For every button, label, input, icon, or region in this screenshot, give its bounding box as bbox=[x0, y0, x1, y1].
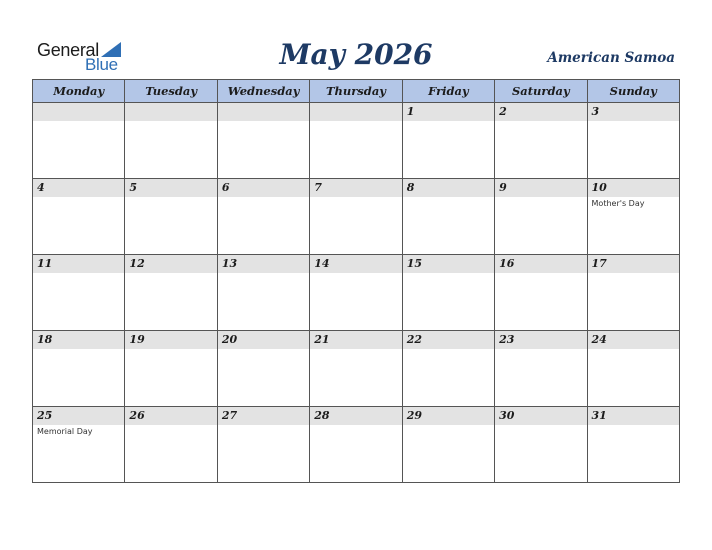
logo-text-general: General bbox=[37, 40, 99, 60]
day-number-band bbox=[218, 103, 309, 121]
day-number-band bbox=[310, 331, 401, 349]
day-number-band bbox=[33, 407, 124, 425]
day-number-band bbox=[495, 179, 586, 197]
day-number-band bbox=[495, 407, 586, 425]
day-number: 27 bbox=[221, 409, 238, 422]
day-number: 5 bbox=[129, 181, 138, 194]
day-cell[interactable] bbox=[217, 407, 309, 483]
day-number-band bbox=[125, 255, 216, 273]
day-cell[interactable] bbox=[217, 331, 309, 407]
day-number-band bbox=[495, 103, 586, 121]
day-number: 22 bbox=[406, 333, 422, 346]
day-cell[interactable] bbox=[33, 103, 125, 179]
day-number: 25 bbox=[37, 409, 53, 422]
day-cell[interactable] bbox=[402, 179, 494, 255]
day-number: 15 bbox=[406, 257, 422, 270]
day-number-band bbox=[33, 331, 124, 349]
day-number-band bbox=[310, 103, 401, 121]
day-number-band bbox=[310, 407, 401, 425]
day-number-band bbox=[588, 331, 679, 349]
week-row bbox=[33, 179, 680, 255]
day-cell[interactable] bbox=[495, 103, 587, 179]
day-cell[interactable] bbox=[33, 255, 125, 331]
day-number: 11 bbox=[37, 257, 53, 270]
day-number: 30 bbox=[499, 409, 515, 422]
day-number: 29 bbox=[406, 409, 422, 422]
day-number: 12 bbox=[129, 257, 145, 270]
day-cell[interactable] bbox=[587, 255, 679, 331]
day-number: 2 bbox=[499, 105, 507, 118]
day-number: 4 bbox=[37, 181, 45, 194]
day-number-band bbox=[125, 407, 216, 425]
day-cell[interactable] bbox=[125, 407, 217, 483]
day-cell[interactable] bbox=[33, 407, 125, 483]
day-number: 24 bbox=[591, 333, 607, 346]
day-cell[interactable] bbox=[33, 179, 125, 255]
day-cell[interactable] bbox=[125, 331, 217, 407]
weekday-header: Thursday bbox=[310, 80, 402, 103]
weekday-header: Tuesday bbox=[125, 80, 217, 103]
day-number: 1 bbox=[406, 105, 415, 118]
day-cell[interactable] bbox=[402, 255, 494, 331]
day-number: 16 bbox=[499, 257, 515, 270]
day-number-band bbox=[403, 103, 494, 121]
page-title: May 2026 bbox=[279, 38, 433, 71]
day-number: 18 bbox=[37, 333, 53, 346]
day-number: 8 bbox=[406, 181, 415, 194]
day-number-band bbox=[588, 255, 679, 273]
week-row bbox=[33, 407, 680, 483]
day-cell[interactable] bbox=[587, 331, 679, 407]
day-cell[interactable] bbox=[125, 179, 217, 255]
week-row bbox=[33, 103, 680, 179]
day-number-band bbox=[125, 103, 216, 121]
day-number: 19 bbox=[129, 333, 145, 346]
day-cell[interactable] bbox=[402, 331, 494, 407]
day-cell[interactable] bbox=[587, 407, 679, 483]
day-cell[interactable] bbox=[217, 103, 309, 179]
day-cell[interactable] bbox=[310, 331, 402, 407]
day-cell[interactable] bbox=[125, 255, 217, 331]
day-number: 31 bbox=[591, 409, 607, 422]
day-cell[interactable] bbox=[217, 255, 309, 331]
day-cell[interactable] bbox=[402, 407, 494, 483]
day-number-band bbox=[33, 103, 124, 121]
day-number-band bbox=[310, 179, 401, 197]
calendar-grid bbox=[32, 79, 680, 483]
day-number: 23 bbox=[499, 333, 515, 346]
day-number: 7 bbox=[314, 181, 322, 194]
weekday-header: Monday bbox=[33, 80, 125, 103]
day-number-band bbox=[403, 407, 494, 425]
day-number-band bbox=[588, 407, 679, 425]
day-number: 20 bbox=[221, 333, 238, 346]
day-cell[interactable] bbox=[310, 255, 402, 331]
day-cell[interactable] bbox=[33, 331, 125, 407]
day-number: 6 bbox=[221, 181, 230, 194]
day-number-band bbox=[33, 179, 124, 197]
day-number: 28 bbox=[314, 409, 330, 422]
day-number: 13 bbox=[221, 257, 238, 270]
day-number-band bbox=[403, 331, 494, 349]
day-number-band bbox=[403, 255, 494, 273]
weekday-header: Saturday bbox=[495, 80, 587, 103]
day-cell[interactable] bbox=[310, 179, 402, 255]
calendar-body bbox=[33, 103, 680, 483]
weekday-header: Sunday bbox=[587, 80, 679, 103]
day-cell[interactable] bbox=[310, 103, 402, 179]
day-cell[interactable] bbox=[495, 179, 587, 255]
day-number-band bbox=[495, 331, 586, 349]
day-number-band bbox=[125, 179, 216, 197]
day-number: 9 bbox=[499, 181, 507, 194]
day-cell[interactable] bbox=[495, 331, 587, 407]
day-number: 10 bbox=[591, 181, 607, 194]
logo-text-blue: Blue bbox=[85, 55, 118, 74]
day-number: 14 bbox=[314, 257, 330, 270]
weekday-header: Friday bbox=[402, 80, 494, 103]
day-cell[interactable] bbox=[495, 407, 587, 483]
day-number-band bbox=[218, 407, 309, 425]
day-cell[interactable] bbox=[125, 103, 217, 179]
weekday-header: Wednesday bbox=[217, 80, 309, 103]
day-cell[interactable] bbox=[217, 179, 309, 255]
day-cell[interactable] bbox=[495, 255, 587, 331]
day-number-band bbox=[125, 331, 216, 349]
day-cell[interactable] bbox=[402, 103, 494, 179]
weekday-header-row bbox=[33, 80, 680, 103]
week-row bbox=[33, 331, 680, 407]
day-number-band bbox=[218, 179, 309, 197]
day-number: 3 bbox=[591, 105, 600, 118]
day-number-band bbox=[310, 255, 401, 273]
week-row bbox=[33, 255, 680, 331]
day-number-band bbox=[218, 331, 309, 349]
day-number-band bbox=[403, 179, 494, 197]
region-label: American Samoa bbox=[547, 50, 675, 66]
day-number-band bbox=[588, 103, 679, 121]
day-number: 21 bbox=[314, 333, 330, 346]
day-number-band bbox=[218, 255, 309, 273]
day-cell[interactable] bbox=[310, 407, 402, 483]
day-number: 26 bbox=[129, 409, 145, 422]
day-cell[interactable] bbox=[587, 179, 679, 255]
day-number-band bbox=[33, 255, 124, 273]
holiday-label: Mother's Day bbox=[591, 199, 645, 208]
day-cell[interactable] bbox=[587, 103, 679, 179]
day-number-band bbox=[588, 179, 679, 197]
day-number: 17 bbox=[591, 257, 607, 270]
holiday-label: Memorial Day bbox=[37, 427, 93, 436]
day-number-band bbox=[495, 255, 586, 273]
